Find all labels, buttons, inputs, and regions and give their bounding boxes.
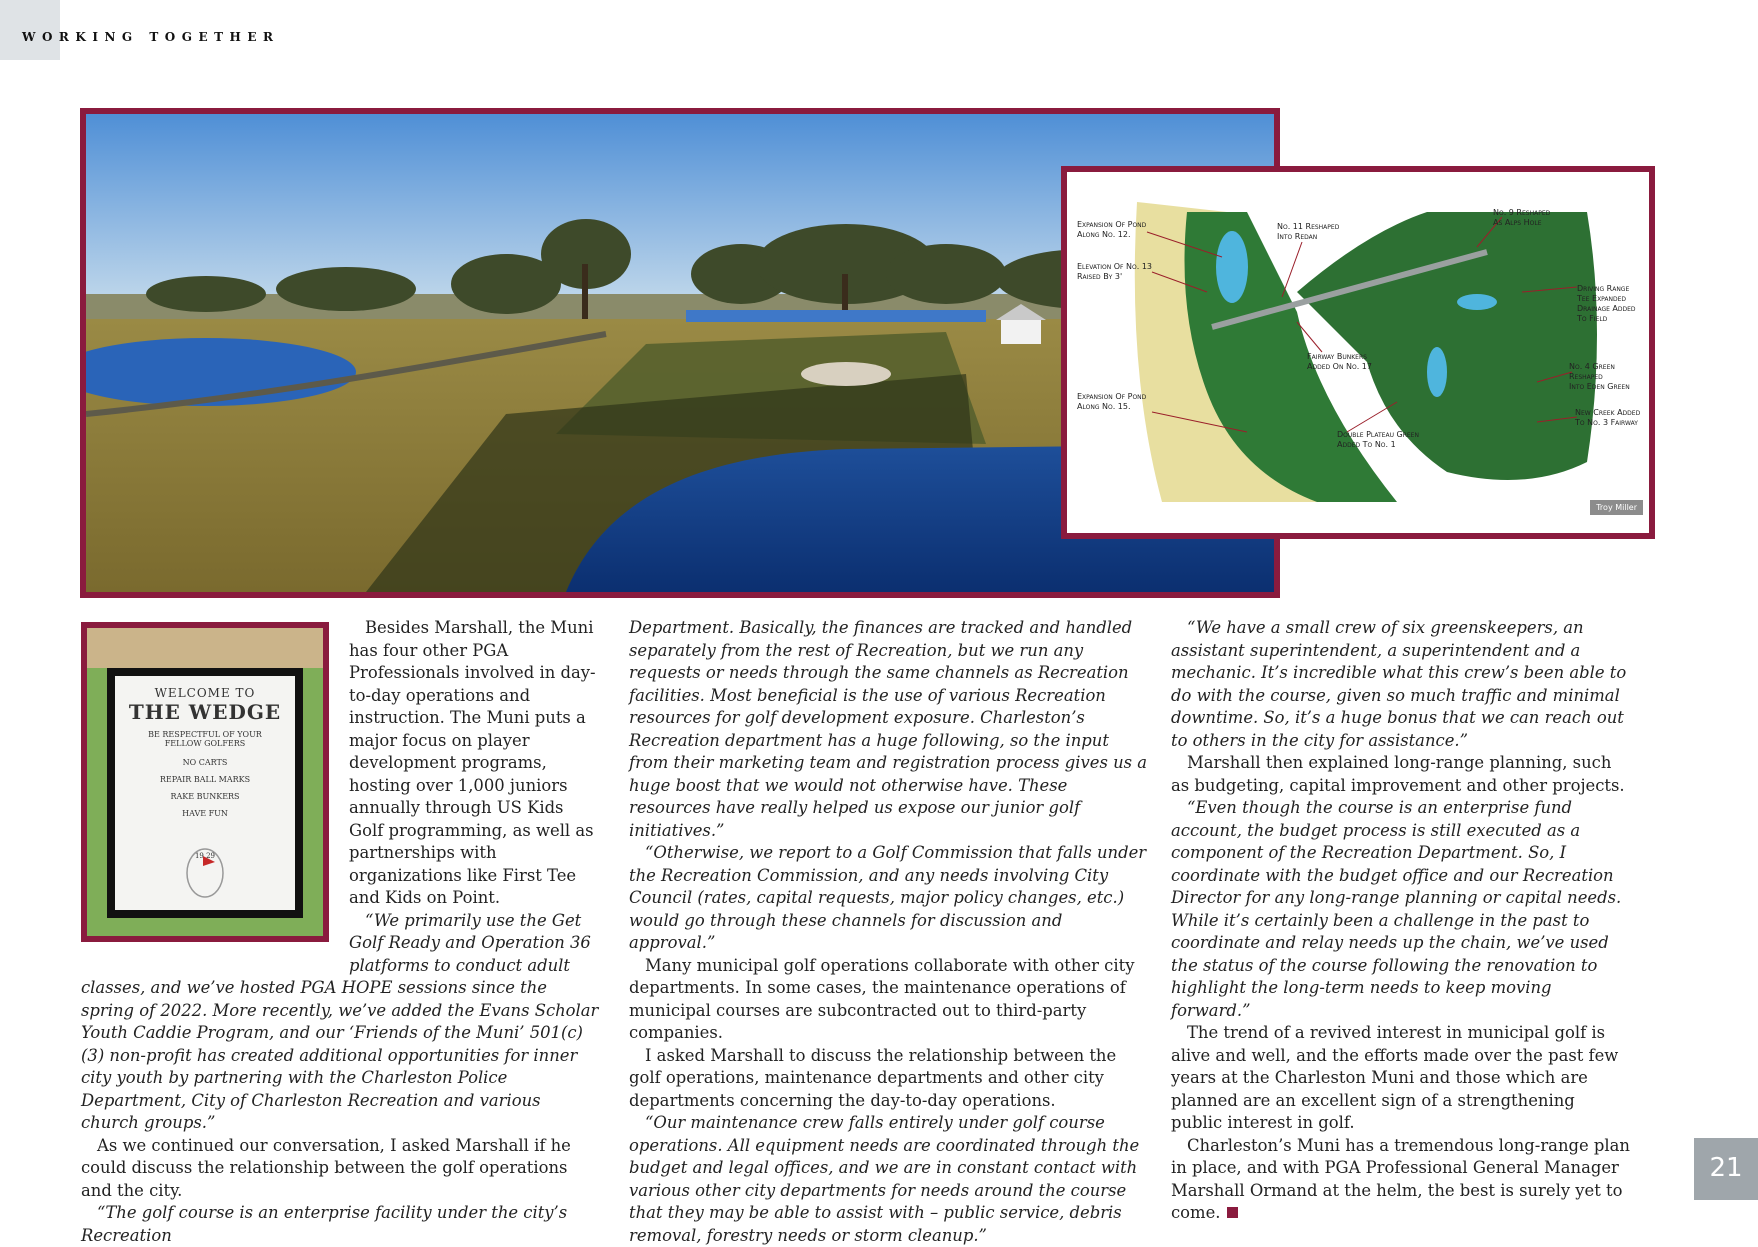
paragraph: “Even though the course is an enterprise fund account, the budget process is still executed as a component of the Recreation Department. So, I coordinate with the budget office and our Recreation Director for any long-range planning or capital needs. While it’s certainly been a challenge in the past to coordinate and relay needs up the chain, we’ve used the status of the course following the renovation to highlight the long-term needs to keep moving forward.” — [1171, 798, 1622, 1020]
map-label: No. 9 Reshaped As Alps Hole — [1493, 208, 1551, 227]
paragraph: “The golf course is an enterprise facility under the city’s Recreation — [81, 1203, 568, 1245]
sign-line-1: WELCOME TO — [154, 686, 256, 700]
paragraph: I asked Marshall to discuss the relationship between the golf operations, maintenance departments and other city departments concerning the day-to-day operations. — [629, 1045, 1117, 1110]
article-column-3 — [1171, 617, 1631, 1225]
section-label: WORKING TOGETHER — [22, 30, 280, 44]
page-number: 21 — [1694, 1138, 1758, 1200]
map-label: Expansion Of Pond Along No. 15. — [1077, 392, 1147, 411]
sign-line-3: BE RESPECTFUL OF YOUR — [148, 730, 262, 739]
sign-rule: REPAIR BALL MARKS — [159, 775, 251, 784]
sign-rule: HAVE FUN — [182, 809, 228, 818]
map-label: No. 4 Green Reshaped Into Eden Green — [1569, 362, 1630, 391]
course-map — [1061, 166, 1655, 539]
paragraph: Besides Marshall, the Muni has four other PGA Professionals involved in day-to-day operations and instruction. The Muni puts a major focus on player development programs, hosting over 1,000 juniors annually through US Kids Golf programming, as well as partnerships with organizations like First Tee and Kids on Point. — [349, 618, 596, 907]
closing-text: Charleston’s Muni has a tremendous long-range plan in place, and with PGA Professional General Manager Marshall Ormand at the helm, the best is surely yet to come. — [1171, 1135, 1630, 1222]
map-label: No. 11 Reshaped Into Redan — [1277, 222, 1340, 241]
end-mark-icon — [1227, 1207, 1238, 1218]
sign-year: 19 29 — [194, 852, 216, 860]
paragraph: “We primarily use the Get Golf Ready and Operation 36 platforms to conduct adult classes, and we’ve hosted PGA HOPE sessions since the spring of 2022. More recently, we’ve added the Evans Scholar Youth Caddie Program, and our ‘Friends of the Muni’ 501(c)(3) non-profit has created additional opportunities for inner city youth by partnering with the Charleston Police Department, City of Charleston Recreation and various church groups.” — [81, 910, 599, 1132]
paragraph: Marshall then explained long-range planning, such as budgeting, capital improvement and other projects. — [1171, 753, 1625, 795]
map-label: Driving Range Tee Expanded Drainage Added To Field — [1577, 284, 1636, 323]
sign-rule: RAKE BUNKERS — [170, 792, 240, 801]
paragraph: “Our maintenance crew falls entirely under golf course operations. All equipment needs are coordinated through the budget and legal offices, and we are in constant contact with various other city departments for needs around the course that they may be able to assist with – public service, debris removal, forestry needs or storm cleanup.” — [629, 1113, 1140, 1245]
map-label: Elevation Of No. 13 Raised By 3' — [1077, 262, 1152, 281]
sign-rule: NO CARTS — [182, 758, 228, 767]
paragraph: Department. Basically, the finances are tracked and handled separately from the rest of Recreation, but we run any requests or needs through the same channels as Recreation facilities. Most beneficial is the use of various Recreation resources for golf development exposure. Charleston’s Recreation department has a huge following, so the input from their marketing team and registration process gives us a huge boost that we would not otherwise have. These resources have really helped us expose our junior golf initiatives.” — [629, 618, 1148, 840]
paragraph: “We have a small crew of six greenskeepers, an assistant superintendent, a superintendent and a mechanic. It’s incredible what this crew’s been able to do with the course, given so much traffic and minimal downtime. So, it’s a huge bonus that we can reach out to others in the city for assistance.” — [1171, 618, 1627, 750]
paragraph: As we continued our conversation, I asked Marshall if he could discuss the relationship between the golf operations and the city. — [81, 1135, 571, 1200]
paragraph — [1171, 1135, 1631, 1225]
map-label: Double Plateau Green Added To No. 1 — [1337, 430, 1419, 449]
article-column-1 — [81, 617, 601, 1247]
map-label: New Creek Added To No. 3 Fairway — [1575, 408, 1641, 427]
map-label: Expansion Of Pond Along No. 12. — [1077, 220, 1147, 239]
map-label: Fairway Bunkers Added On No. 17 — [1307, 352, 1372, 371]
paragraph: The trend of a revived interest in municipal golf is alive and well, and the efforts made over the past few years at the Charleston Muni and those which are planned are an excellent sign of a strengthening public interest in golf. — [1171, 1023, 1619, 1132]
sign-line-4: FELLOW GOLFERS — [164, 739, 246, 748]
sign-title: THE WEDGE — [128, 700, 282, 724]
paragraph: “Otherwise, we report to a Golf Commission that falls under the Recreation Commission, and any needs involving City Council (rates, capital requests, major policy changes, etc.) would go through these channels for discussion and approval.” — [629, 843, 1147, 952]
paragraph: Many municipal golf operations collaborate with other city departments. In some cases, the maintenance operations of municipal courses are subcontracted out to third-party companies. — [629, 955, 1135, 1042]
article-column-2 — [629, 617, 1150, 1247]
photo-credit: Troy Miller — [1590, 500, 1643, 515]
